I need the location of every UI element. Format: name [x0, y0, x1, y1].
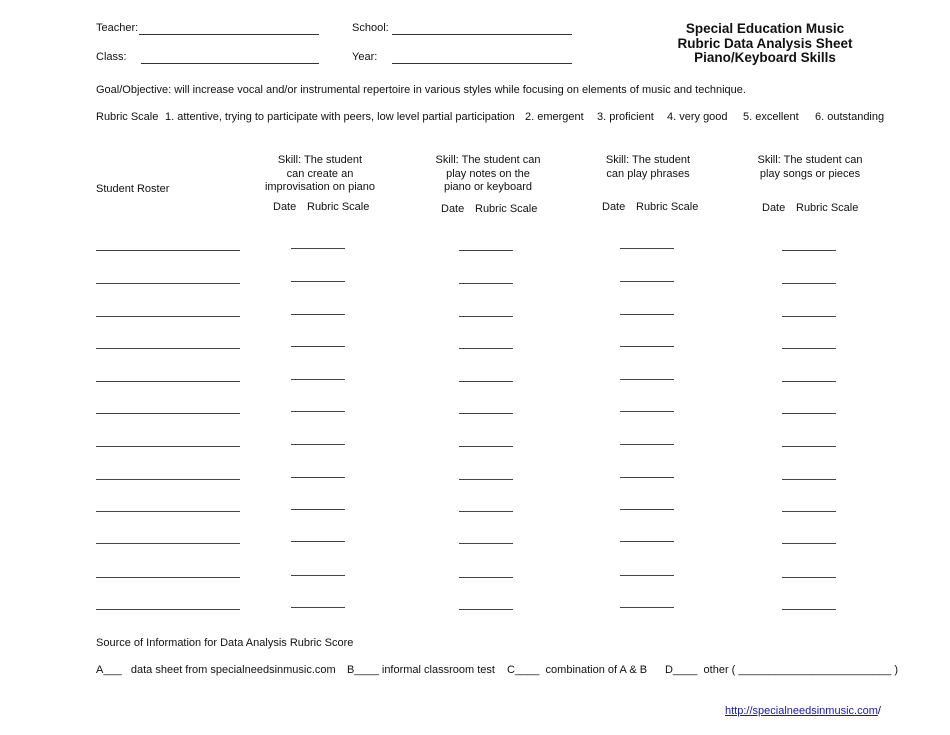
student-roster-heading: Student Roster — [96, 183, 170, 195]
skill-2-entry-line[interactable] — [459, 381, 513, 382]
skill-2-entry-line[interactable] — [459, 479, 513, 480]
skill-1-line-3: improvisation on piano — [264, 181, 376, 193]
skill-1-date-label: Date — [273, 201, 297, 213]
skill-column-4 — [740, 154, 880, 224]
skill-4-entry-line[interactable] — [782, 348, 836, 349]
skill-4-entry-line[interactable] — [782, 283, 836, 284]
skill-3-entry-line[interactable] — [620, 477, 674, 478]
option-a-text: data sheet from specialneedsinmusic.com — [130, 664, 336, 676]
skill-1-entry-line[interactable] — [291, 477, 345, 478]
skill-2-line-2: play notes on the — [446, 167, 530, 180]
skill-2-entry-line[interactable] — [459, 348, 513, 349]
skill-4-date-label: Date — [762, 202, 786, 214]
skill-3-entry-line[interactable] — [620, 248, 674, 249]
skill-1-entry-line[interactable] — [291, 281, 345, 282]
rubric-level-3: 3. proficient — [597, 111, 654, 123]
skill-3-entry-line[interactable] — [620, 346, 674, 347]
rubric-level-1: 1. attentive, trying to participate with peers, low level partial participation — [165, 111, 515, 123]
teacher-field[interactable] — [139, 34, 319, 35]
website-link-suffix: / — [877, 705, 881, 717]
skill-2-entry-line[interactable] — [459, 316, 513, 317]
class-label: Class: — [96, 51, 127, 63]
skill-4-scale-label: Rubric Scale — [796, 202, 859, 214]
skill-2-entry-line[interactable] — [459, 609, 513, 610]
skill-column-2 — [418, 154, 558, 224]
year-field[interactable] — [392, 63, 572, 64]
skill-1-entry-line[interactable] — [291, 509, 345, 510]
option-c-text: combination of A & B — [545, 664, 648, 676]
skill-2-entry-line[interactable] — [459, 283, 513, 284]
skill-3-entry-line[interactable] — [620, 444, 674, 445]
student-name-line[interactable] — [96, 609, 240, 610]
website-link[interactable]: http://specialneedsinmusic.com — [725, 705, 878, 717]
title-line-2: Rubric Data Analysis Sheet — [677, 35, 853, 51]
skill-1-line-1: Skill: The student — [277, 154, 363, 166]
class-field[interactable] — [141, 63, 319, 64]
skill-3-scale-label: Rubric Scale — [636, 201, 699, 213]
skill-3-entry-line[interactable] — [620, 607, 674, 608]
skill-2-scale-label: Rubric Scale — [475, 203, 538, 215]
skill-3-entry-line[interactable] — [620, 575, 674, 576]
skill-2-date-label: Date — [441, 203, 465, 215]
option-c-letter: C____ — [507, 664, 540, 676]
footer-link-wrap — [725, 705, 881, 717]
skill-4-line-1: Skill: The student can — [757, 154, 863, 166]
page-title — [640, 22, 890, 66]
skill-1-line-2: can create an — [286, 167, 354, 180]
source-heading: Source of Information for Data Analysis Rubric Score — [96, 637, 354, 649]
goal-objective: Goal/Objective: will increase vocal and/or instrumental repertoire in various styles while focusing on elements of music and technique. — [96, 84, 746, 96]
school-label: School: — [352, 22, 389, 34]
skill-1-entry-line[interactable] — [291, 314, 345, 315]
title-line-1: Special Education Music — [685, 21, 845, 36]
skill-1-entry-line[interactable] — [291, 444, 345, 445]
skill-4-entry-line[interactable] — [782, 250, 836, 251]
skill-3-entry-line[interactable] — [620, 411, 674, 412]
skill-2-entry-line[interactable] — [459, 511, 513, 512]
skill-1-entry-line[interactable] — [291, 607, 345, 608]
skill-4-entry-line[interactable] — [782, 413, 836, 414]
student-name-line[interactable] — [96, 577, 240, 578]
skill-3-entry-line[interactable] — [620, 281, 674, 282]
option-d-text: other ( _________________________ ) — [703, 664, 899, 676]
skill-1-entry-line[interactable] — [291, 379, 345, 380]
skill-2-entry-line[interactable] — [459, 250, 513, 251]
skill-3-line-1: Skill: The student — [605, 154, 691, 166]
student-name-line[interactable] — [96, 413, 240, 414]
skill-3-entry-line[interactable] — [620, 541, 674, 542]
skill-1-entry-line[interactable] — [291, 346, 345, 347]
option-d-letter: D____ — [665, 664, 698, 676]
skill-1-entry-line[interactable] — [291, 248, 345, 249]
source-option-b[interactable] — [347, 664, 495, 676]
option-b-text: informal classroom test — [381, 664, 495, 676]
skill-3-entry-line[interactable] — [620, 314, 674, 315]
student-name-line[interactable] — [96, 316, 240, 317]
year-label: Year: — [352, 51, 378, 63]
student-name-line[interactable] — [96, 543, 240, 544]
option-b-letter: B____ — [347, 664, 379, 676]
rubric-scale-label: Rubric Scale — [96, 111, 159, 123]
student-name-line[interactable] — [96, 381, 240, 382]
skill-column-1 — [250, 154, 390, 224]
skill-1-entry-line[interactable] — [291, 575, 345, 576]
student-name-line[interactable] — [96, 479, 240, 480]
skill-1-entry-line[interactable] — [291, 541, 345, 542]
skill-3-line-2: can play phrases — [606, 167, 690, 180]
skill-4-entry-line[interactable] — [782, 577, 836, 578]
school-field[interactable] — [392, 34, 572, 35]
skill-2-entry-line[interactable] — [459, 446, 513, 447]
skill-4-entry-line[interactable] — [782, 381, 836, 382]
skill-3-entry-line[interactable] — [620, 379, 674, 380]
source-option-d[interactable] — [665, 664, 898, 676]
rubric-level-5: 5. excellent — [743, 111, 799, 123]
student-name-line[interactable] — [96, 283, 240, 284]
skill-4-entry-line[interactable] — [782, 543, 836, 544]
student-name-line[interactable] — [96, 250, 240, 251]
skill-2-entry-line[interactable] — [459, 577, 513, 578]
skill-2-entry-line[interactable] — [459, 543, 513, 544]
source-option-c[interactable] — [507, 664, 647, 676]
skill-2-line-3: piano or keyboard — [443, 181, 533, 193]
skill-4-entry-line[interactable] — [782, 316, 836, 317]
rubric-level-2: 2. emergent — [525, 111, 584, 123]
title-line-3: Piano/Keyboard Skills — [694, 50, 836, 65]
skill-4-entry-line[interactable] — [782, 609, 836, 610]
rubric-level-4: 4. very good — [667, 111, 728, 123]
student-name-line[interactable] — [96, 511, 240, 512]
skill-2-entry-line[interactable] — [459, 413, 513, 414]
skill-4-entry-line[interactable] — [782, 446, 836, 447]
skill-4-entry-line[interactable] — [782, 479, 836, 480]
skill-4-line-2: play songs or pieces — [759, 167, 861, 180]
skill-3-entry-line[interactable] — [620, 509, 674, 510]
skill-2-line-1: Skill: The student can — [435, 154, 541, 166]
source-option-a[interactable] — [96, 664, 336, 676]
skill-4-entry-line[interactable] — [782, 511, 836, 512]
student-name-line[interactable] — [96, 446, 240, 447]
rubric-level-6: 6. outstanding — [815, 111, 885, 123]
option-a-letter: A___ — [96, 664, 122, 676]
skill-column-3 — [580, 154, 716, 224]
skill-1-scale-label: Rubric Scale — [307, 201, 370, 213]
skill-1-entry-line[interactable] — [291, 411, 345, 412]
skill-3-date-label: Date — [602, 201, 626, 213]
teacher-label: Teacher: — [96, 22, 139, 34]
student-name-line[interactable] — [96, 348, 240, 349]
